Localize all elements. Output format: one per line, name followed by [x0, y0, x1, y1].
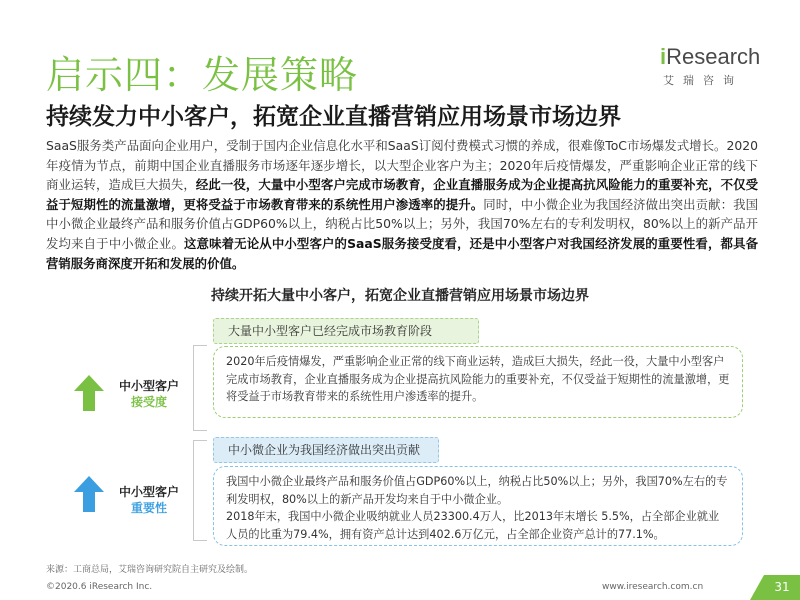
up-arrow-blue-icon	[74, 476, 104, 512]
row-label-name: 中小型客户	[118, 485, 179, 499]
intro-bold-2: 这意味着无论从中小型客户的SaaS服务接受度看，还是中小型客户对我国经济发展的重要性看，都具备营销服务商深度开拓和发展的价值。	[46, 235, 758, 271]
bracket-line	[193, 440, 194, 540]
row-label-name: 中小型客户	[118, 379, 179, 393]
intro-paragraph	[46, 136, 758, 273]
intro-bold-1: 经此一役，大量中小型客户完成市场教育，企业直播服务成为企业提高抗风险能力的重要补充，不仅受益于短期性的流量激增，更将受益于市场教育带来的系统性用户渗透率的提升。	[46, 177, 759, 212]
slide-title: 启示四：发展策略	[46, 53, 359, 97]
row-label-importance	[116, 484, 182, 516]
logo-word: Research	[666, 44, 761, 69]
bracket-line	[193, 345, 194, 430]
row-header-acceptance: 大量中小型客户已经完成市场教育阶段	[213, 318, 479, 344]
row-text: 2020年后疫情爆发，严重影响企业正常的线下商业运转，造成巨大损失，经此一役，大量中小型客户完成市场教育，企业直播服务成为企业提高抗风险能力的重要补充，不仅受益于短期性的流量激增，更将受益于市场教育带来的系统性用户渗透率的提升。	[226, 355, 730, 404]
diagram-title: 持续开拓大量中小客户，拓宽企业直播营销应用场景市场边界	[211, 288, 589, 304]
page-number: 31	[764, 575, 800, 600]
intro-text-1: SaaS服务类产品面向企业用户，受制于国内企业信息化水平和SaaS订阅付费模式习惯的养成，很难像ToC市场爆发式增长。2020年疫情为节点，前期中国企业直播服务市场逐年逐步增长，以大型企业客户为主；2020年后疫情爆发，严重影响企业正常的线下商业运转，造成巨大损失，	[46, 138, 758, 193]
copyright: ©2020.6 iResearch Inc.	[46, 582, 153, 592]
bracket-tick	[193, 440, 207, 441]
row-text-1: 我国中小微企业最终产品和服务价值占GDP60%以上，纳税占比50%以上；另外，我国70%左右的专利发明权，80%以上的新产品开发均来自于中小微企业。	[226, 475, 728, 506]
bracket-tick	[193, 430, 207, 431]
bracket-tick	[193, 345, 207, 346]
row-box-importance	[213, 466, 743, 546]
row-label-acceptance	[116, 378, 182, 410]
row-header-importance: 中小微企业为我国经济做出突出贡献	[213, 437, 439, 463]
row-label-attr: 接受度	[130, 395, 167, 409]
logo-prefix: i	[660, 44, 667, 69]
intro-text-2: 同时，中小微企业为我国经济做出突出贡献：我国中小微企业最终产品和服务价值占GDP60%以上，纳税占比50%以上；另外，我国70%左右的专利发明权，80%以上的新产品开发均来自于中小微企业。	[46, 196, 759, 251]
iresearch-logo	[660, 44, 760, 88]
website: www.iresearch.com.cn	[602, 582, 704, 592]
row-label-attr: 重要性	[130, 501, 167, 515]
source-note: 来源：工商总局，艾瑞咨询研究院自主研究及绘制。	[46, 565, 254, 575]
logo-cn: 艾瑞咨询	[663, 74, 743, 87]
bracket-tick	[193, 540, 207, 541]
slide-subtitle: 持续发力中小客户，拓宽企业直播营销应用场景市场边界	[46, 104, 621, 130]
up-arrow-green-icon	[74, 375, 104, 411]
row-text-2: 2018年末，我国中小微企业吸纳就业人员23300.4万人，比2013年末增长 5.5%，占全部企业就业人员的比重为79.4%，拥有资产总计达到402.6万亿元，占全部企业资产总计的77.1%。	[226, 510, 720, 541]
row-box-acceptance	[213, 346, 743, 418]
